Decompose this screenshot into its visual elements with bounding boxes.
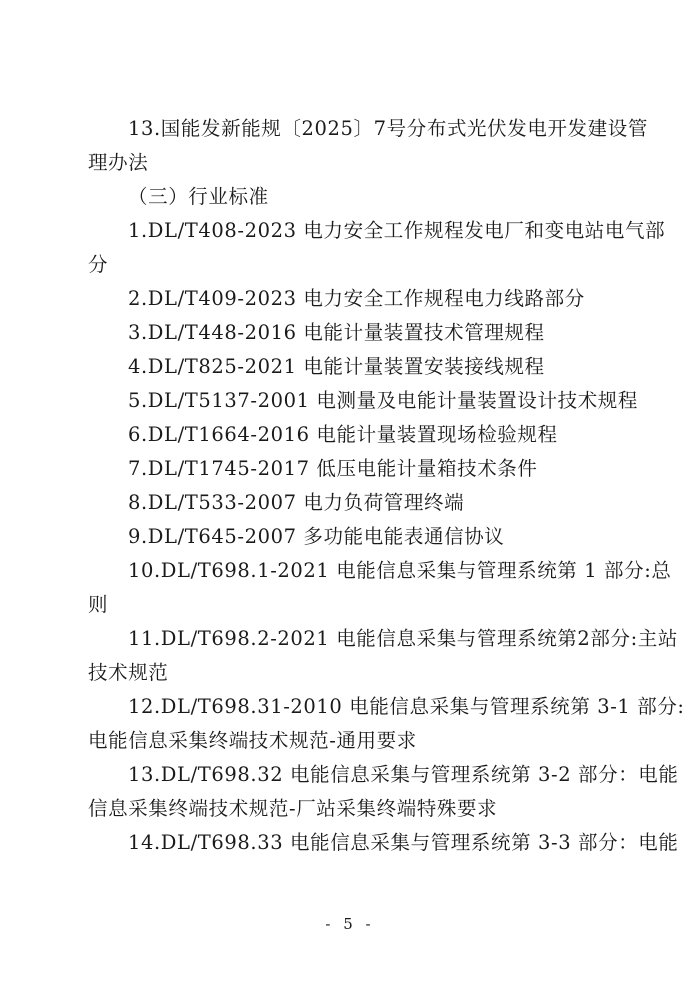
text-line: 4.DL/T825-2021 电能计量装置安装接线规程 bbox=[128, 355, 545, 378]
text-line: 7.DL/T1745-2017 低压电能计量箱技术条件 bbox=[128, 457, 538, 480]
text-line: 13.DL/T698.32 电能信息采集与管理系统第 3-2 部分：电能 bbox=[128, 763, 679, 786]
text-line: 3.DL/T448-2016 电能计量装置技术管理规程 bbox=[128, 321, 545, 344]
page-number: - 5 - bbox=[325, 915, 375, 933]
text-line: 5.DL/T5137-2001 电测量及电能计量装置设计技术规程 bbox=[128, 389, 639, 412]
text-line: 技术规范 bbox=[88, 661, 169, 684]
text-line: 11.DL/T698.2-2021 电能信息采集与管理系统第2部分:主站 bbox=[128, 627, 678, 650]
text-line: 13.国能发新能规〔2025〕7号分布式光伏发电开发建设管 bbox=[128, 117, 648, 140]
text-line: 2.DL/T409-2023 电力安全工作规程电力线路部分 bbox=[128, 287, 585, 310]
text-line: 12.DL/T698.31-2010 电能信息采集与管理系统第 3-1 部分: bbox=[128, 695, 685, 718]
document-body bbox=[88, 112, 685, 860]
text-line: 信息采集终端技术规范-厂站采集终端特殊要求 bbox=[88, 797, 498, 820]
text-line: 8.DL/T533-2007 电力负荷管理终端 bbox=[128, 491, 465, 514]
text-line: 理办法 bbox=[88, 151, 149, 174]
text-line: （三）行业标准 bbox=[128, 185, 269, 208]
text-line: 分 bbox=[88, 253, 109, 276]
text-line: 9.DL/T645-2007 多功能电能表通信协议 bbox=[128, 525, 505, 548]
text-line: 6.DL/T1664-2016 电能计量装置现场检验规程 bbox=[128, 423, 558, 446]
text-line: 则 bbox=[88, 593, 109, 616]
text-line: 电能信息采集终端技术规范-通用要求 bbox=[88, 729, 417, 752]
text-line: 10.DL/T698.1-2021 电能信息采集与管理系统第 1 部分:总 bbox=[128, 559, 672, 582]
text-line: 1.DL/T408-2023 电力安全工作规程发电厂和变电站电气部 bbox=[128, 219, 666, 242]
text-line: 14.DL/T698.33 电能信息采集与管理系统第 3-3 部分：电能 bbox=[128, 831, 679, 854]
